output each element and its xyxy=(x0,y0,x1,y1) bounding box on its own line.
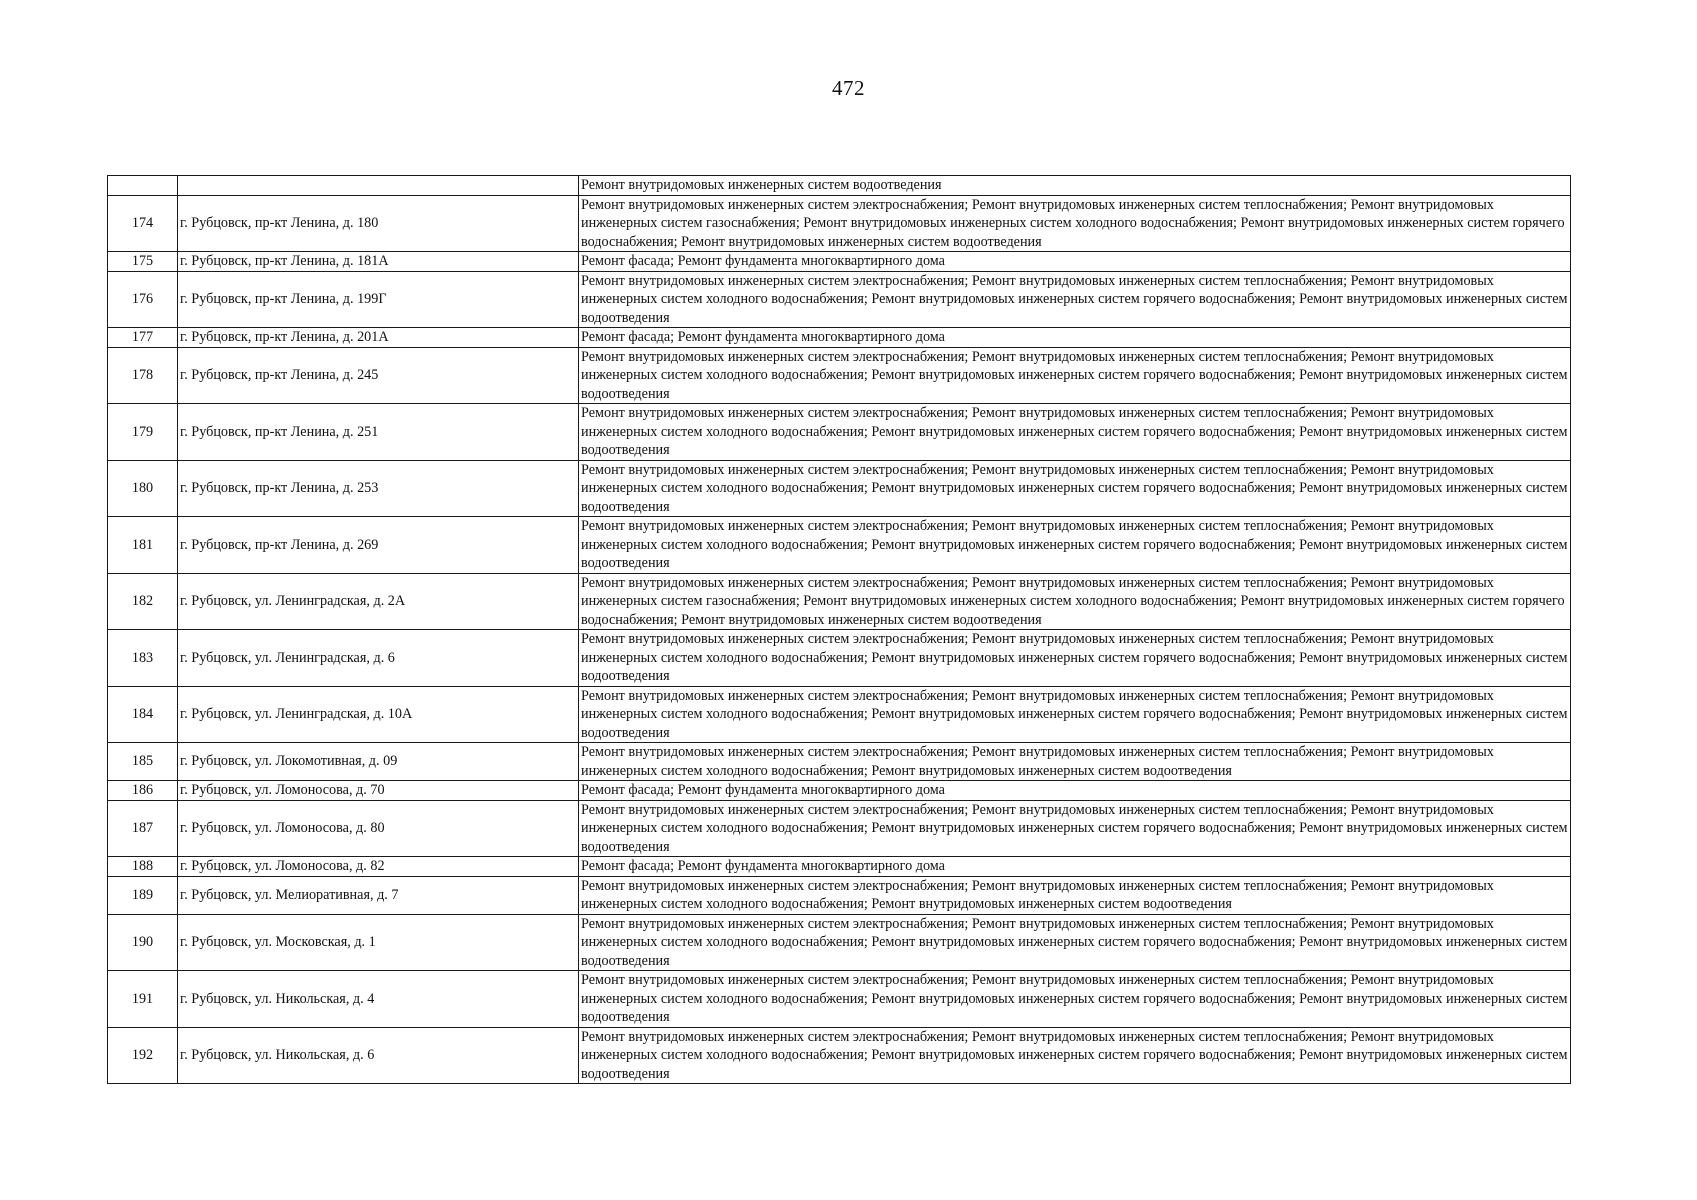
table-row xyxy=(108,876,1571,914)
table-row xyxy=(108,195,1571,252)
table-row xyxy=(108,1027,1571,1084)
row-number: 183 xyxy=(108,630,178,687)
row-works: Ремонт внутридомовых инженерных систем электроснабжения; Ремонт внутридомовых инженерных систем теплоснабжения; Ремонт внутридомовых инженерных систем газоснабжения; Ремонт внутридомовых инженерных систем холодного водоснабжения; Ремонт внутридомовых инженерных систем горячего водоснабжения; Ремонт внутридомовых инженерных систем водоотведения xyxy=(579,573,1571,630)
row-number: 180 xyxy=(108,460,178,517)
row-works: Ремонт фасада; Ремонт фундамента многоквартирного дома xyxy=(579,781,1571,801)
row-works: Ремонт внутридомовых инженерных систем электроснабжения; Ремонт внутридомовых инженерных систем теплоснабжения; Ремонт внутридомовых инженерных систем холодного водоснабжения; Ремонт внутридомовых инженерных систем горячего водоснабжения; Ремонт внутридомовых инженерных систем водоотведения xyxy=(579,630,1571,687)
row-number: 189 xyxy=(108,876,178,914)
row-address: г. Рубцовск, ул. Ломоносова, д. 80 xyxy=(178,800,579,857)
table-row xyxy=(108,328,1571,348)
row-address: г. Рубцовск, пр-кт Ленина, д. 245 xyxy=(178,347,579,404)
row-address: г. Рубцовск, ул. Ленинградская, д. 6 xyxy=(178,630,579,687)
row-works: Ремонт внутридомовых инженерных систем водоотведения xyxy=(579,176,1571,196)
row-works: Ремонт внутридомовых инженерных систем электроснабжения; Ремонт внутридомовых инженерных систем теплоснабжения; Ремонт внутридомовых инженерных систем холодного водоснабжения; Ремонт внутридомовых инженерных систем горячего водоснабжения; Ремонт внутридомовых инженерных систем водоотведения xyxy=(579,271,1571,328)
row-works: Ремонт внутридомовых инженерных систем электроснабжения; Ремонт внутридомовых инженерных систем теплоснабжения; Ремонт внутридомовых инженерных систем холодного водоснабжения; Ремонт внутридомовых инженерных систем горячего водоснабжения; Ремонт внутридомовых инженерных систем водоотведения xyxy=(579,686,1571,743)
table-row xyxy=(108,781,1571,801)
works-table-body xyxy=(108,176,1571,1084)
row-works: Ремонт внутридомовых инженерных систем электроснабжения; Ремонт внутридомовых инженерных систем теплоснабжения; Ремонт внутридомовых инженерных систем холодного водоснабжения; Ремонт внутридомовых инженерных систем горячего водоснабжения; Ремонт внутридомовых инженерных систем водоотведения xyxy=(579,347,1571,404)
row-works: Ремонт фасада; Ремонт фундамента многоквартирного дома xyxy=(579,328,1571,348)
row-number: 191 xyxy=(108,971,178,1028)
row-number: 182 xyxy=(108,573,178,630)
row-address: г. Рубцовск, пр-кт Ленина, д. 201А xyxy=(178,328,579,348)
row-number: 185 xyxy=(108,743,178,781)
table-row xyxy=(108,271,1571,328)
table-row xyxy=(108,176,1571,196)
row-address: г. Рубцовск, пр-кт Ленина, д. 199Г xyxy=(178,271,579,328)
row-number: 175 xyxy=(108,252,178,272)
row-address: г. Рубцовск, пр-кт Ленина, д. 180 xyxy=(178,195,579,252)
row-address: г. Рубцовск, ул. Ленинградская, д. 10А xyxy=(178,686,579,743)
row-number: 174 xyxy=(108,195,178,252)
row-works: Ремонт внутридомовых инженерных систем электроснабжения; Ремонт внутридомовых инженерных систем теплоснабжения; Ремонт внутридомовых инженерных систем холодного водоснабжения; Ремонт внутридомовых инженерных систем горячего водоснабжения; Ремонт внутридомовых инженерных систем водоотведения xyxy=(579,517,1571,574)
table-row xyxy=(108,743,1571,781)
row-address: г. Рубцовск, ул. Московская, д. 1 xyxy=(178,914,579,971)
row-works: Ремонт внутридомовых инженерных систем электроснабжения; Ремонт внутридомовых инженерных систем теплоснабжения; Ремонт внутридомовых инженерных систем холодного водоснабжения; Ремонт внутридомовых инженерных систем горячего водоснабжения; Ремонт внутридомовых инженерных систем водоотведения xyxy=(579,914,1571,971)
row-address: г. Рубцовск, пр-кт Ленина, д. 251 xyxy=(178,404,579,461)
table-row xyxy=(108,460,1571,517)
row-works: Ремонт внутридомовых инженерных систем электроснабжения; Ремонт внутридомовых инженерных систем теплоснабжения; Ремонт внутридомовых инженерных систем холодного водоснабжения; Ремонт внутридомовых инженерных систем горячего водоснабжения; Ремонт внутридомовых инженерных систем водоотведения xyxy=(579,800,1571,857)
table-row xyxy=(108,404,1571,461)
row-number: 186 xyxy=(108,781,178,801)
row-address: г. Рубцовск, ул. Никольская, д. 6 xyxy=(178,1027,579,1084)
row-works: Ремонт внутридомовых инженерных систем электроснабжения; Ремонт внутридомовых инженерных систем теплоснабжения; Ремонт внутридомовых инженерных систем холодного водоснабжения; Ремонт внутридомовых инженерных систем горячего водоснабжения; Ремонт внутридомовых инженерных систем водоотведения xyxy=(579,404,1571,461)
row-address: г. Рубцовск, ул. Ленинградская, д. 2А xyxy=(178,573,579,630)
table-row xyxy=(108,252,1571,272)
row-number: 177 xyxy=(108,328,178,348)
table-row xyxy=(108,630,1571,687)
row-works: Ремонт внутридомовых инженерных систем электроснабжения; Ремонт внутридомовых инженерных систем теплоснабжения; Ремонт внутридомовых инженерных систем холодного водоснабжения; Ремонт внутридомовых инженерных систем водоотведения xyxy=(579,876,1571,914)
row-number: 192 xyxy=(108,1027,178,1084)
table-row xyxy=(108,347,1571,404)
row-address: г. Рубцовск, пр-кт Ленина, д. 253 xyxy=(178,460,579,517)
row-address: г. Рубцовск, пр-кт Ленина, д. 181А xyxy=(178,252,579,272)
table-row xyxy=(108,971,1571,1028)
row-address: г. Рубцовск, ул. Никольская, д. 4 xyxy=(178,971,579,1028)
row-number: 178 xyxy=(108,347,178,404)
row-address xyxy=(178,176,579,196)
row-works: Ремонт фасада; Ремонт фундамента многоквартирного дома xyxy=(579,252,1571,272)
row-number: 179 xyxy=(108,404,178,461)
row-number: 176 xyxy=(108,271,178,328)
row-number: 184 xyxy=(108,686,178,743)
row-number: 188 xyxy=(108,857,178,877)
row-number: 190 xyxy=(108,914,178,971)
table-row xyxy=(108,857,1571,877)
row-address: г. Рубцовск, ул. Ломоносова, д. 70 xyxy=(178,781,579,801)
row-number xyxy=(108,176,178,196)
row-number: 181 xyxy=(108,517,178,574)
table-row xyxy=(108,686,1571,743)
table-row xyxy=(108,573,1571,630)
row-works: Ремонт внутридомовых инженерных систем электроснабжения; Ремонт внутридомовых инженерных систем теплоснабжения; Ремонт внутридомовых инженерных систем холодного водоснабжения; Ремонт внутридомовых инженерных систем горячего водоснабжения; Ремонт внутридомовых инженерных систем водоотведения xyxy=(579,460,1571,517)
row-works: Ремонт внутридомовых инженерных систем электроснабжения; Ремонт внутридомовых инженерных систем теплоснабжения; Ремонт внутридомовых инженерных систем холодного водоснабжения; Ремонт внутридомовых инженерных систем горячего водоснабжения; Ремонт внутридомовых инженерных систем водоотведения xyxy=(579,1027,1571,1084)
row-works: Ремонт фасада; Ремонт фундамента многоквартирного дома xyxy=(579,857,1571,877)
row-works: Ремонт внутридомовых инженерных систем электроснабжения; Ремонт внутридомовых инженерных систем теплоснабжения; Ремонт внутридомовых инженерных систем газоснабжения; Ремонт внутридомовых инженерных систем холодного водоснабжения; Ремонт внутридомовых инженерных систем горячего водоснабжения; Ремонт внутридомовых инженерных систем водоотведения xyxy=(579,195,1571,252)
row-works: Ремонт внутридомовых инженерных систем электроснабжения; Ремонт внутридомовых инженерных систем теплоснабжения; Ремонт внутридомовых инженерных систем холодного водоснабжения; Ремонт внутридомовых инженерных систем горячего водоснабжения; Ремонт внутридомовых инженерных систем водоотведения xyxy=(579,971,1571,1028)
row-address: г. Рубцовск, ул. Ломоносова, д. 82 xyxy=(178,857,579,877)
row-number: 187 xyxy=(108,800,178,857)
works-table xyxy=(107,175,1571,1084)
row-works: Ремонт внутридомовых инженерных систем электроснабжения; Ремонт внутридомовых инженерных систем теплоснабжения; Ремонт внутридомовых инженерных систем холодного водоснабжения; Ремонт внутридомовых инженерных систем водоотведения xyxy=(579,743,1571,781)
row-address: г. Рубцовск, ул. Локомотивная, д. 09 xyxy=(178,743,579,781)
row-address: г. Рубцовск, ул. Мелиоративная, д. 7 xyxy=(178,876,579,914)
row-address: г. Рубцовск, пр-кт Ленина, д. 269 xyxy=(178,517,579,574)
table-row xyxy=(108,800,1571,857)
table-row xyxy=(108,517,1571,574)
table-row xyxy=(108,914,1571,971)
page-number: 472 xyxy=(832,76,865,100)
